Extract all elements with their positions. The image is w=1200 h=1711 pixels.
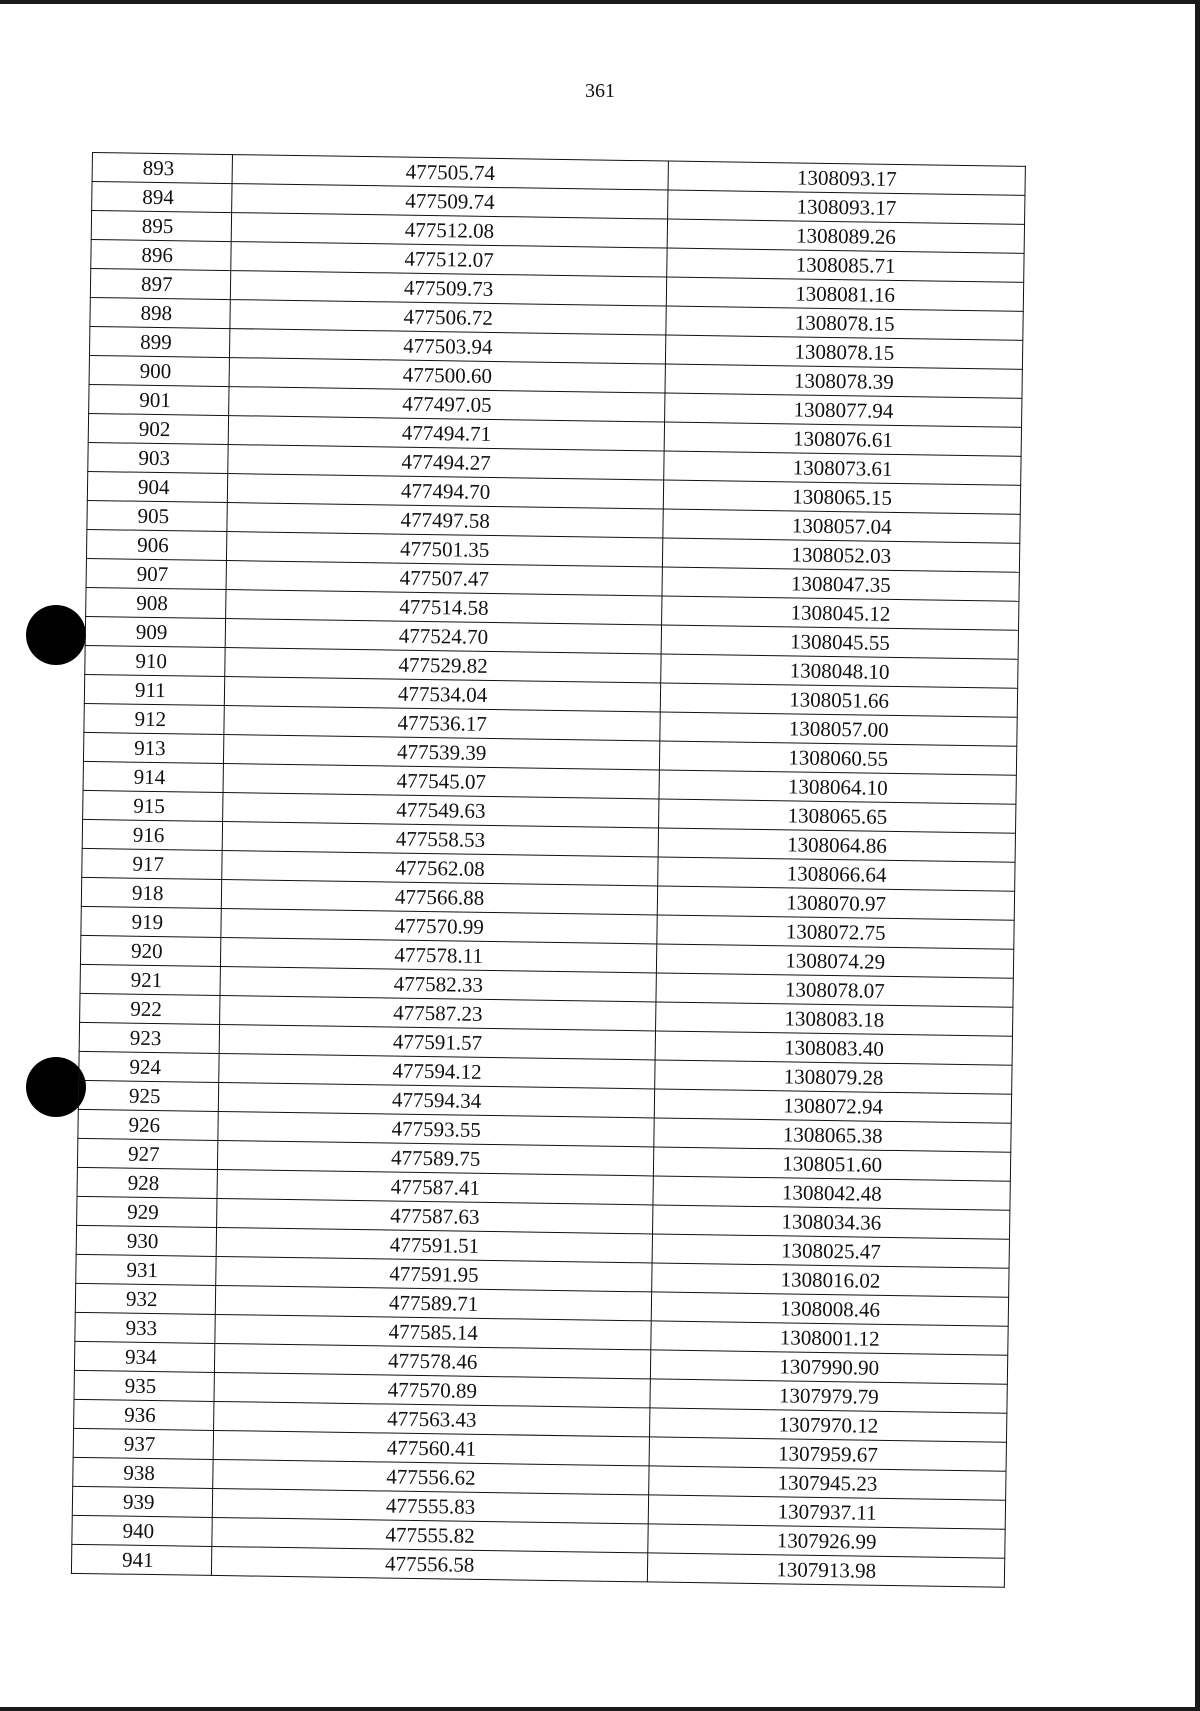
x-coordinate-cell: 477509.74 <box>232 184 669 219</box>
y-coordinate-cell: 1307959.67 <box>649 1437 1006 1471</box>
point-number-cell: 928 <box>77 1167 217 1198</box>
y-coordinate-cell: 1307945.23 <box>649 1466 1006 1500</box>
x-coordinate-cell: 477578.46 <box>214 1343 651 1378</box>
x-coordinate-cell: 477507.47 <box>226 561 663 596</box>
y-coordinate-cell: 1308072.94 <box>655 1089 1012 1123</box>
x-coordinate-cell: 477555.82 <box>212 1517 649 1552</box>
x-coordinate-cell: 477514.58 <box>226 590 663 625</box>
x-coordinate-cell: 477563.43 <box>213 1401 650 1436</box>
x-coordinate-cell: 477589.75 <box>217 1140 654 1175</box>
x-coordinate-cell: 477582.33 <box>220 966 657 1001</box>
point-number-cell: 897 <box>90 268 230 299</box>
y-coordinate-cell: 1308065.38 <box>654 1118 1011 1152</box>
x-coordinate-cell: 477587.41 <box>217 1169 654 1204</box>
point-number-cell: 894 <box>92 182 232 213</box>
x-coordinate-cell: 477506.72 <box>230 300 667 335</box>
y-coordinate-cell: 1308057.00 <box>660 712 1017 746</box>
x-coordinate-cell: 477591.51 <box>216 1227 653 1262</box>
point-number-cell: 904 <box>87 471 227 502</box>
x-coordinate-cell: 477512.07 <box>231 242 668 277</box>
point-number-cell: 903 <box>88 442 228 473</box>
x-coordinate-cell: 477578.11 <box>220 937 657 972</box>
point-number-cell: 937 <box>73 1428 213 1459</box>
y-coordinate-cell: 1308065.65 <box>659 799 1016 833</box>
point-number-cell: 922 <box>80 993 220 1024</box>
point-number-cell: 914 <box>83 761 223 792</box>
y-coordinate-cell: 1308081.16 <box>667 277 1024 311</box>
x-coordinate-cell: 477539.39 <box>223 735 660 770</box>
x-coordinate-cell: 477558.53 <box>222 822 659 857</box>
point-number-cell: 898 <box>90 297 230 328</box>
y-coordinate-cell: 1308077.94 <box>665 393 1022 427</box>
y-coordinate-cell: 1307979.79 <box>650 1379 1007 1413</box>
x-coordinate-cell: 477587.23 <box>219 995 656 1030</box>
point-number-cell: 930 <box>76 1225 216 1256</box>
y-coordinate-cell: 1308085.71 <box>667 248 1024 282</box>
point-number-cell: 907 <box>86 558 226 589</box>
x-coordinate-cell: 477524.70 <box>225 619 662 654</box>
point-number-cell: 934 <box>74 1341 214 1372</box>
x-coordinate-cell: 477594.12 <box>219 1053 656 1088</box>
y-coordinate-cell: 1308093.17 <box>668 190 1025 224</box>
y-coordinate-cell: 1307970.12 <box>650 1408 1007 1442</box>
y-coordinate-cell: 1308083.40 <box>655 1031 1012 1065</box>
scan-edge-top <box>0 0 1200 4</box>
point-number-cell: 926 <box>78 1109 218 1140</box>
y-coordinate-cell: 1308078.07 <box>656 973 1013 1007</box>
coordinate-table-body <box>71 153 1025 1588</box>
x-coordinate-cell: 477594.34 <box>218 1082 655 1117</box>
x-coordinate-cell: 477545.07 <box>223 764 660 799</box>
x-coordinate-cell: 477556.58 <box>211 1546 648 1581</box>
x-coordinate-cell: 477497.05 <box>229 387 666 422</box>
y-coordinate-cell: 1308064.86 <box>658 828 1015 862</box>
y-coordinate-cell: 1308083.18 <box>656 1002 1013 1036</box>
x-coordinate-cell: 477549.63 <box>222 793 659 828</box>
y-coordinate-cell: 1308047.35 <box>662 567 1019 601</box>
x-coordinate-cell: 477570.99 <box>221 908 658 943</box>
point-number-cell: 908 <box>86 587 226 618</box>
y-coordinate-cell: 1308093.17 <box>668 161 1025 195</box>
scan-edge-bottom <box>0 1707 1200 1711</box>
point-number-cell: 919 <box>81 906 221 937</box>
y-coordinate-cell: 1308034.36 <box>653 1205 1010 1239</box>
y-coordinate-cell: 1308052.03 <box>663 538 1020 572</box>
point-number-cell: 911 <box>84 674 224 705</box>
point-number-cell: 917 <box>82 848 222 879</box>
point-number-cell: 920 <box>80 935 220 966</box>
coordinate-table <box>71 152 1026 1588</box>
point-number-cell: 901 <box>89 384 229 415</box>
x-coordinate-cell: 477536.17 <box>224 706 661 741</box>
y-coordinate-cell: 1308073.61 <box>664 451 1021 485</box>
x-coordinate-cell: 477560.41 <box>213 1430 650 1465</box>
y-coordinate-cell: 1308064.10 <box>659 770 1016 804</box>
point-number-cell: 916 <box>82 819 222 850</box>
x-coordinate-cell: 477534.04 <box>224 677 661 712</box>
y-coordinate-cell: 1308078.15 <box>666 335 1023 369</box>
point-number-cell: 915 <box>83 790 223 821</box>
y-coordinate-cell: 1308089.26 <box>668 219 1025 253</box>
y-coordinate-cell: 1308070.97 <box>658 886 1015 920</box>
x-coordinate-cell: 477497.58 <box>227 503 664 538</box>
x-coordinate-cell: 477503.94 <box>229 329 666 364</box>
x-coordinate-cell: 477494.71 <box>228 416 665 451</box>
y-coordinate-cell: 1307937.11 <box>649 1495 1006 1529</box>
point-number-cell: 938 <box>73 1457 213 1488</box>
y-coordinate-cell: 1308072.75 <box>657 915 1014 949</box>
y-coordinate-cell: 1308001.12 <box>651 1321 1008 1355</box>
y-coordinate-cell: 1308008.46 <box>652 1292 1009 1326</box>
y-coordinate-cell: 1308051.66 <box>661 683 1018 717</box>
x-coordinate-cell: 477500.60 <box>229 358 666 393</box>
point-number-cell: 931 <box>76 1254 216 1285</box>
x-coordinate-cell: 477509.73 <box>230 271 667 306</box>
y-coordinate-cell: 1308065.15 <box>664 480 1021 514</box>
y-coordinate-cell: 1308048.10 <box>661 654 1018 688</box>
x-coordinate-cell: 477505.74 <box>232 155 669 190</box>
scan-edge-right <box>1195 0 1200 1711</box>
y-coordinate-cell: 1308042.48 <box>653 1176 1010 1210</box>
point-number-cell: 932 <box>75 1283 215 1314</box>
point-number-cell: 896 <box>91 239 231 270</box>
x-coordinate-cell: 477570.89 <box>214 1372 651 1407</box>
punch-hole-icon <box>26 605 86 665</box>
x-coordinate-cell: 477585.14 <box>215 1314 652 1349</box>
y-coordinate-cell: 1308074.29 <box>657 944 1014 978</box>
point-number-cell: 927 <box>77 1138 217 1169</box>
y-coordinate-cell: 1308078.15 <box>666 306 1023 340</box>
x-coordinate-cell: 477562.08 <box>222 851 659 886</box>
x-coordinate-cell: 477591.95 <box>216 1256 653 1291</box>
x-coordinate-cell: 477556.62 <box>213 1459 650 1494</box>
point-number-cell: 939 <box>72 1486 212 1517</box>
x-coordinate-cell: 477589.71 <box>215 1285 652 1320</box>
x-coordinate-cell: 477494.27 <box>228 445 665 480</box>
point-number-cell: 893 <box>92 153 232 184</box>
point-number-cell: 913 <box>83 732 223 763</box>
point-number-cell: 905 <box>87 500 227 531</box>
point-number-cell: 924 <box>79 1051 219 1082</box>
point-number-cell: 895 <box>91 211 231 242</box>
x-coordinate-cell: 477566.88 <box>221 880 658 915</box>
y-coordinate-cell: 1308076.61 <box>665 422 1022 456</box>
point-number-cell: 933 <box>75 1312 215 1343</box>
point-number-cell: 936 <box>74 1399 214 1430</box>
y-coordinate-cell: 1308045.12 <box>662 596 1019 630</box>
y-coordinate-cell: 1308016.02 <box>652 1263 1009 1297</box>
point-number-cell: 909 <box>85 616 225 647</box>
point-number-cell: 902 <box>88 413 228 444</box>
y-coordinate-cell: 1308060.55 <box>660 741 1017 775</box>
point-number-cell: 900 <box>89 355 229 386</box>
y-coordinate-cell: 1308057.04 <box>663 509 1020 543</box>
y-coordinate-cell: 1308066.64 <box>658 857 1015 891</box>
page-number: 361 <box>585 80 615 102</box>
x-coordinate-cell: 477591.57 <box>219 1024 656 1059</box>
point-number-cell: 923 <box>79 1022 219 1053</box>
y-coordinate-cell: 1308025.47 <box>652 1234 1009 1268</box>
x-coordinate-cell: 477593.55 <box>218 1111 655 1146</box>
point-number-cell: 929 <box>77 1196 217 1227</box>
point-number-cell: 899 <box>89 326 229 357</box>
point-number-cell: 910 <box>85 645 225 676</box>
x-coordinate-cell: 477587.63 <box>216 1198 653 1233</box>
point-number-cell: 921 <box>80 964 220 995</box>
y-coordinate-cell: 1308051.60 <box>654 1147 1011 1181</box>
point-number-cell: 918 <box>81 877 221 908</box>
y-coordinate-cell: 1307913.98 <box>648 1553 1005 1587</box>
x-coordinate-cell: 477512.08 <box>231 213 668 248</box>
x-coordinate-cell: 477529.82 <box>225 648 662 683</box>
point-number-cell: 906 <box>86 529 226 560</box>
x-coordinate-cell: 477555.83 <box>212 1488 649 1523</box>
x-coordinate-cell: 477494.70 <box>227 474 664 509</box>
point-number-cell: 941 <box>71 1544 211 1575</box>
y-coordinate-cell: 1308045.55 <box>661 625 1018 659</box>
point-number-cell: 912 <box>84 703 224 734</box>
y-coordinate-cell: 1307990.90 <box>651 1350 1008 1384</box>
y-coordinate-cell: 1308079.28 <box>655 1060 1012 1094</box>
point-number-cell: 935 <box>74 1370 214 1401</box>
x-coordinate-cell: 477501.35 <box>226 532 663 567</box>
y-coordinate-cell: 1307926.99 <box>648 1524 1005 1558</box>
point-number-cell: 940 <box>72 1515 212 1546</box>
point-number-cell: 925 <box>78 1080 218 1111</box>
y-coordinate-cell: 1308078.39 <box>665 364 1022 398</box>
